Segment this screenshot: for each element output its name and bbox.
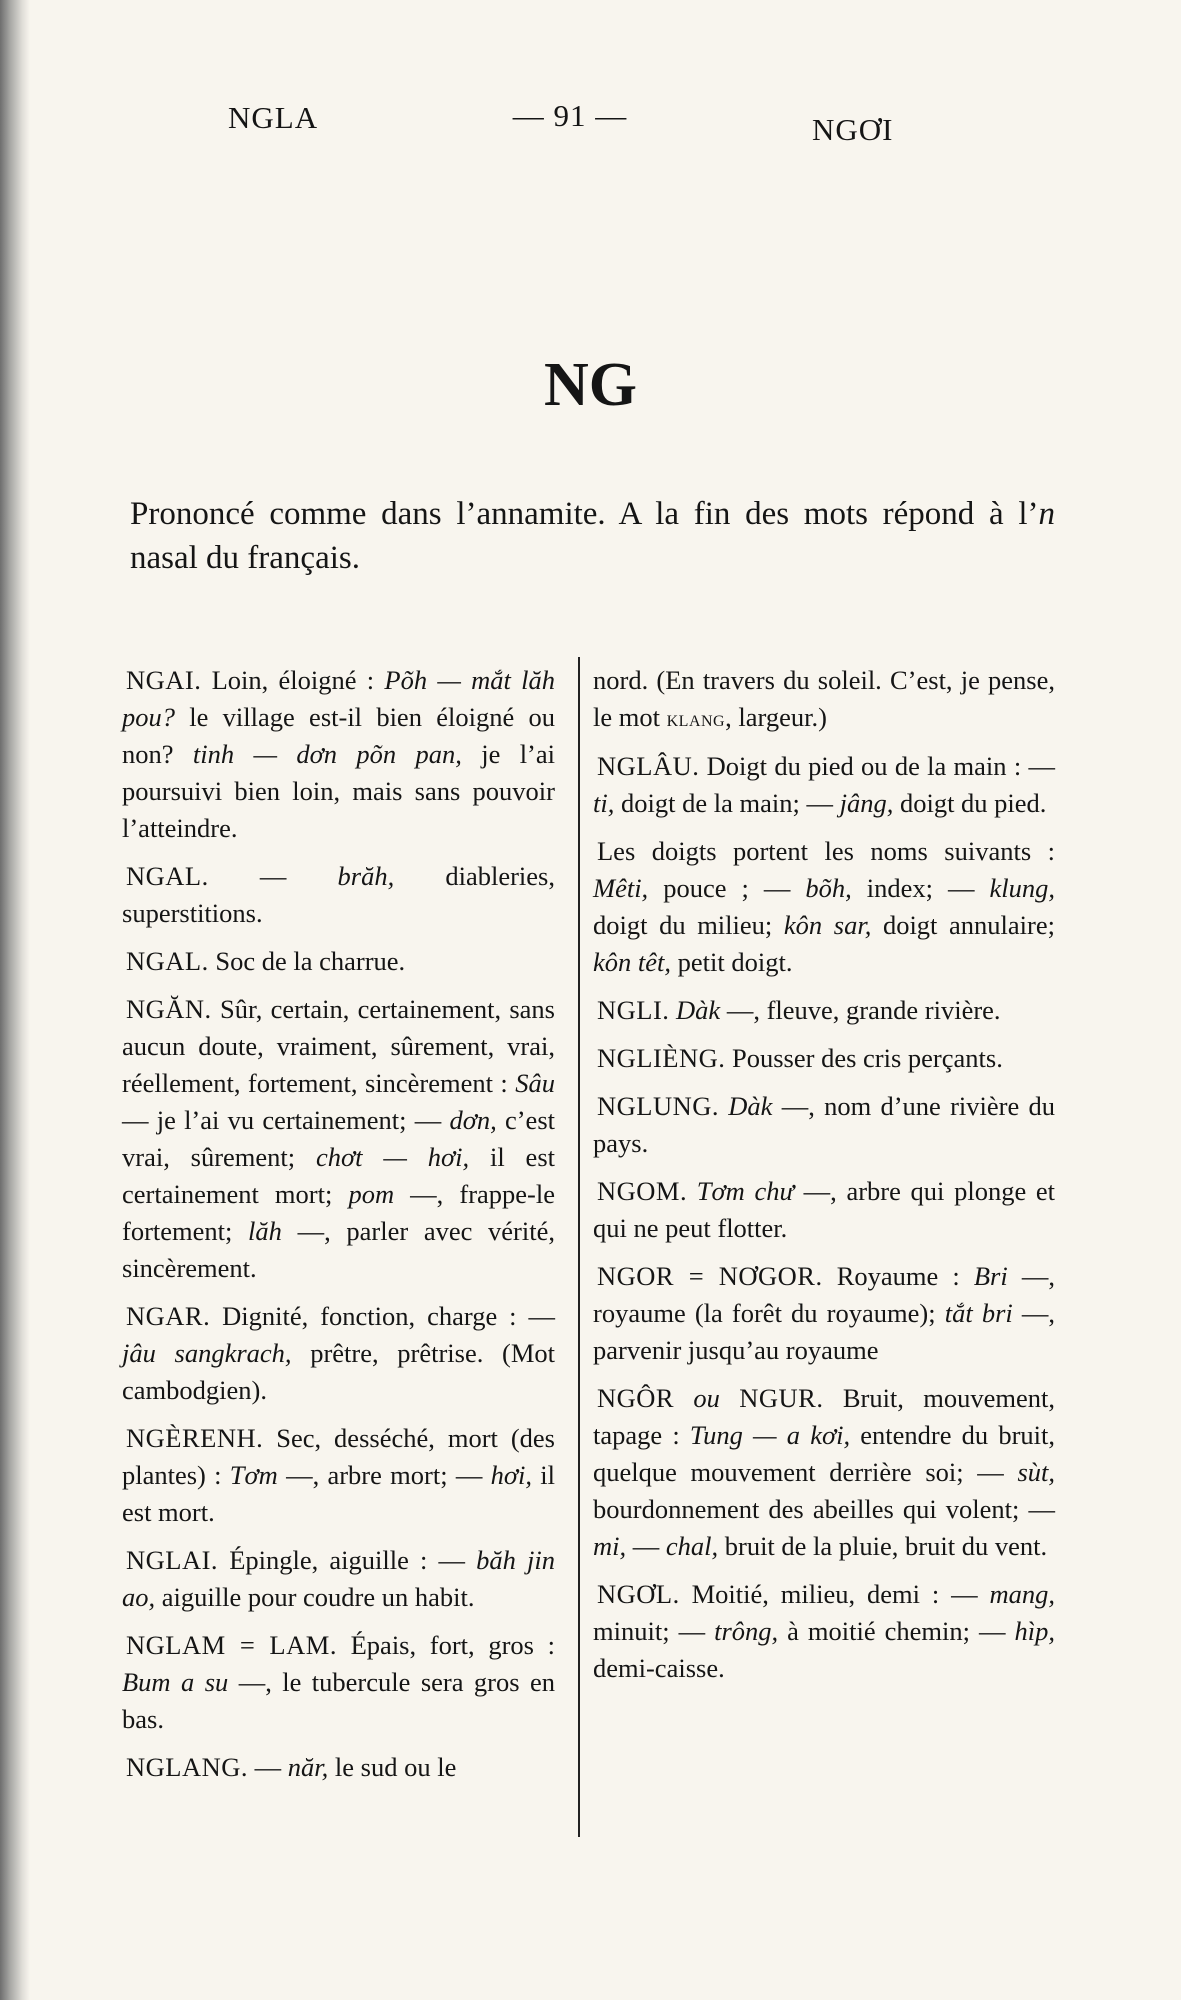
- headword: NGAL.: [126, 861, 209, 891]
- dictionary-entry: [122, 662, 555, 847]
- italic-term: Mêti,: [593, 873, 649, 903]
- italic-term: năr,: [287, 1752, 329, 1782]
- italic-term: ti,: [593, 788, 615, 818]
- definition-text: — je l’ai vu certainement; —: [122, 1105, 450, 1135]
- italic-term: mi,: [593, 1531, 627, 1561]
- headword: NGÔR: [597, 1383, 675, 1413]
- italic-term: klung,: [989, 873, 1055, 903]
- definition-text: il est certainement mort;: [122, 1142, 555, 1209]
- italic-term: chal,: [665, 1531, 719, 1561]
- definition-text: le sud ou le: [328, 1752, 457, 1782]
- italic-term: jâu sangkrach,: [122, 1338, 292, 1368]
- definition-text: Pousser des cris perçants.: [725, 1043, 1003, 1073]
- italic-term: kôn têt,: [593, 947, 671, 977]
- definition-text: nord. (En travers du soleil. C’est, je pense, le mot: [593, 665, 1055, 732]
- definition-text: Soc de la charrue.: [208, 946, 406, 976]
- dictionary-entry: [593, 748, 1055, 822]
- italic-term: Põh — mắt lăh pou?: [122, 665, 555, 732]
- headword: NGLAM = LAM.: [126, 1630, 337, 1660]
- definition-text: —, arbre qui plonge et qui ne peut flotter.: [593, 1176, 1056, 1243]
- italic-term: ou: [674, 1383, 740, 1413]
- definition-text: aiguille pour coudre un habit.: [155, 1582, 475, 1612]
- definition-text: Épais, fort, gros :: [336, 1630, 555, 1660]
- definition-text: [687, 1176, 697, 1206]
- italic-term: pom: [348, 1179, 395, 1209]
- italic-term: tinh — dơn põn pan,: [192, 739, 462, 769]
- definition-text: —, arbre mort; —: [277, 1460, 491, 1490]
- italic-term: mang,: [989, 1579, 1055, 1609]
- definition-text: doigt de la main; —: [614, 788, 840, 818]
- definition-text: index; —: [851, 873, 990, 903]
- definition-text: je l’ai poursuivi bien loin, mais sans pouvoir l’atteindre.: [122, 739, 556, 843]
- dictionary-entry: [593, 833, 1055, 981]
- definition-text: nasal du français.: [130, 540, 360, 576]
- italic-term: kôn sar,: [783, 910, 872, 940]
- definition-text: —, le tubercule sera gros en bas.: [122, 1667, 556, 1734]
- dictionary-entry: [593, 1088, 1055, 1162]
- page-number: — 91 —: [512, 98, 628, 133]
- headword: NGLAI.: [126, 1545, 219, 1575]
- definition-text: doigt annulaire;: [871, 910, 1055, 940]
- definition-text: —, parvenir jusqu’au royaume: [593, 1298, 1055, 1365]
- definition-text: —, parler avec vérité, sincèrement.: [122, 1216, 555, 1283]
- definition-text: Royaume :: [822, 1261, 974, 1291]
- definition-text: minuit; —: [593, 1616, 715, 1646]
- dictionary-entry: [593, 992, 1055, 1029]
- dictionary-entry: [593, 1576, 1055, 1687]
- section-title: NG: [544, 351, 637, 419]
- dictionary-entry: [122, 858, 555, 932]
- small-caps-term: klang: [666, 706, 726, 731]
- italic-term: tắt bri: [944, 1298, 1013, 1328]
- italic-term: Bum a su: [122, 1667, 229, 1697]
- definition-text: —: [208, 861, 338, 891]
- headword: NGUR.: [739, 1383, 824, 1413]
- definition-text: Dignité, fonction, charge : —: [210, 1301, 555, 1331]
- headword: NGLANG.: [126, 1752, 248, 1782]
- running-head-left: NGLA: [228, 100, 319, 135]
- dictionary-entry: [122, 1749, 555, 1786]
- italic-term: brăh,: [337, 861, 395, 891]
- definition-text: Sec, desséché, mort (des plantes) :: [122, 1423, 555, 1490]
- definition-text: entendre du bruit, quelque mouvement derrière soi; —: [593, 1420, 1056, 1487]
- column-divider: [578, 657, 580, 1837]
- italic-term: jâng,: [839, 788, 894, 818]
- definition-text: c’est vrai, sûrement;: [122, 1105, 555, 1172]
- definition-text: diableries, superstitions.: [122, 861, 555, 928]
- definition-text: Moitié, milieu, demi : —: [679, 1579, 990, 1609]
- definition-text: le village est-il bien éloigné ou non?: [122, 702, 555, 769]
- definition-text: Doigt du pied ou de la main : —: [699, 751, 1055, 781]
- headword: NGAL.: [126, 946, 209, 976]
- definition-text: —: [248, 1752, 288, 1782]
- italic-term: sùt,: [1017, 1457, 1055, 1487]
- definition-text: Loin, éloigné :: [201, 665, 385, 695]
- definition-text: Sûr, certain, certainement, sans aucun doute, vraiment, sûrement, vrai, réellement, fortement, sincèrement :: [122, 994, 555, 1098]
- dictionary-entry: [593, 1380, 1055, 1565]
- definition-text: à moitié chemin; —: [778, 1616, 1015, 1646]
- italic-term: Tơm: [229, 1460, 278, 1490]
- dictionary-entry: [593, 1040, 1055, 1077]
- dictionary-entry: [122, 1420, 555, 1531]
- definition-text: bruit de la pluie, bruit du vent.: [718, 1531, 1048, 1561]
- definition-text: Les doigts portent les noms suivants :: [597, 836, 1055, 866]
- dictionary-entry: [122, 991, 555, 1287]
- definition-text: pouce ; —: [648, 873, 806, 903]
- headword: NGLIÈNG.: [597, 1043, 726, 1073]
- headword: NGƠL.: [597, 1579, 680, 1609]
- running-head-right: NGƠI: [812, 112, 894, 147]
- italic-term: n: [1038, 496, 1055, 532]
- italic-term: Dàk: [728, 1091, 773, 1121]
- headword: NGLÂU.: [597, 751, 700, 781]
- definition-text: [719, 1091, 728, 1121]
- definition-text: il est mort.: [122, 1460, 555, 1527]
- definition-text: doigt du pied.: [893, 788, 1047, 818]
- definition-text: —, nom d’une rivière du pays.: [593, 1091, 1056, 1158]
- headword: NGOR = NƠGOR.: [597, 1261, 823, 1291]
- headword: NGÈRENH.: [126, 1423, 264, 1453]
- definition-text: Prononcé comme dans l’annamite. A la fin des mots répond à l’: [130, 496, 1039, 532]
- italic-term: Bri: [973, 1261, 1008, 1291]
- dictionary-entry: [122, 943, 555, 980]
- definition-text: bourdonnement des abeilles qui volent; —: [593, 1494, 1055, 1524]
- dictionary-entry: [122, 1627, 555, 1738]
- definition-text: , largeur.): [725, 702, 827, 732]
- headword: NGLI.: [597, 995, 670, 1025]
- definition-text: Épingle, aiguille : —: [218, 1545, 477, 1575]
- definition-text: —: [626, 1531, 666, 1561]
- headword: NGĂN.: [126, 994, 212, 1024]
- italic-term: trông,: [714, 1616, 779, 1646]
- italic-term: hơi,: [490, 1460, 532, 1490]
- section-intro: [130, 492, 1055, 580]
- headword: NGAR.: [126, 1301, 211, 1331]
- dictionary-entry: [122, 1542, 555, 1616]
- definition-text: —, frappe-le fortement;: [122, 1179, 556, 1246]
- italic-term: lăh: [248, 1216, 282, 1246]
- page-edge-shadow: [0, 0, 30, 2000]
- headword: NGAI.: [126, 665, 202, 695]
- headword: NGOM.: [597, 1176, 688, 1206]
- dictionary-entry: [122, 1298, 555, 1409]
- definition-text: demi-caisse.: [593, 1653, 725, 1683]
- definition-text: —, royaume (la forêt du royaume);: [593, 1261, 1055, 1328]
- italic-term: chơt — hơi,: [316, 1142, 470, 1172]
- headword: NGLUNG.: [597, 1091, 719, 1121]
- dictionary-entry: [593, 1258, 1055, 1369]
- italic-term: Tơm chư: [696, 1176, 794, 1206]
- dictionary-entry: [593, 1173, 1055, 1247]
- italic-term: dơn,: [449, 1105, 497, 1135]
- italic-term: Sâu: [515, 1068, 555, 1098]
- definition-text: —, fleuve, grande rivière.: [720, 995, 1001, 1025]
- definition-text: Bruit, mouvement, tapage :: [593, 1383, 1055, 1450]
- right-column: [593, 662, 1055, 1698]
- dictionary-entry: [593, 662, 1055, 737]
- italic-term: Tung — a kơi,: [689, 1420, 851, 1450]
- definition-text: prêtre, prêtrise. (Mot cambodgien).: [122, 1338, 556, 1405]
- italic-term: hìp,: [1014, 1616, 1055, 1646]
- definition-text: doigt du milieu;: [593, 910, 784, 940]
- definition-text: petit doigt.: [671, 947, 793, 977]
- italic-term: Dàk: [676, 995, 721, 1025]
- italic-term: băh jin ao,: [122, 1545, 556, 1612]
- left-column: [122, 662, 555, 1797]
- italic-term: bõh,: [805, 873, 852, 903]
